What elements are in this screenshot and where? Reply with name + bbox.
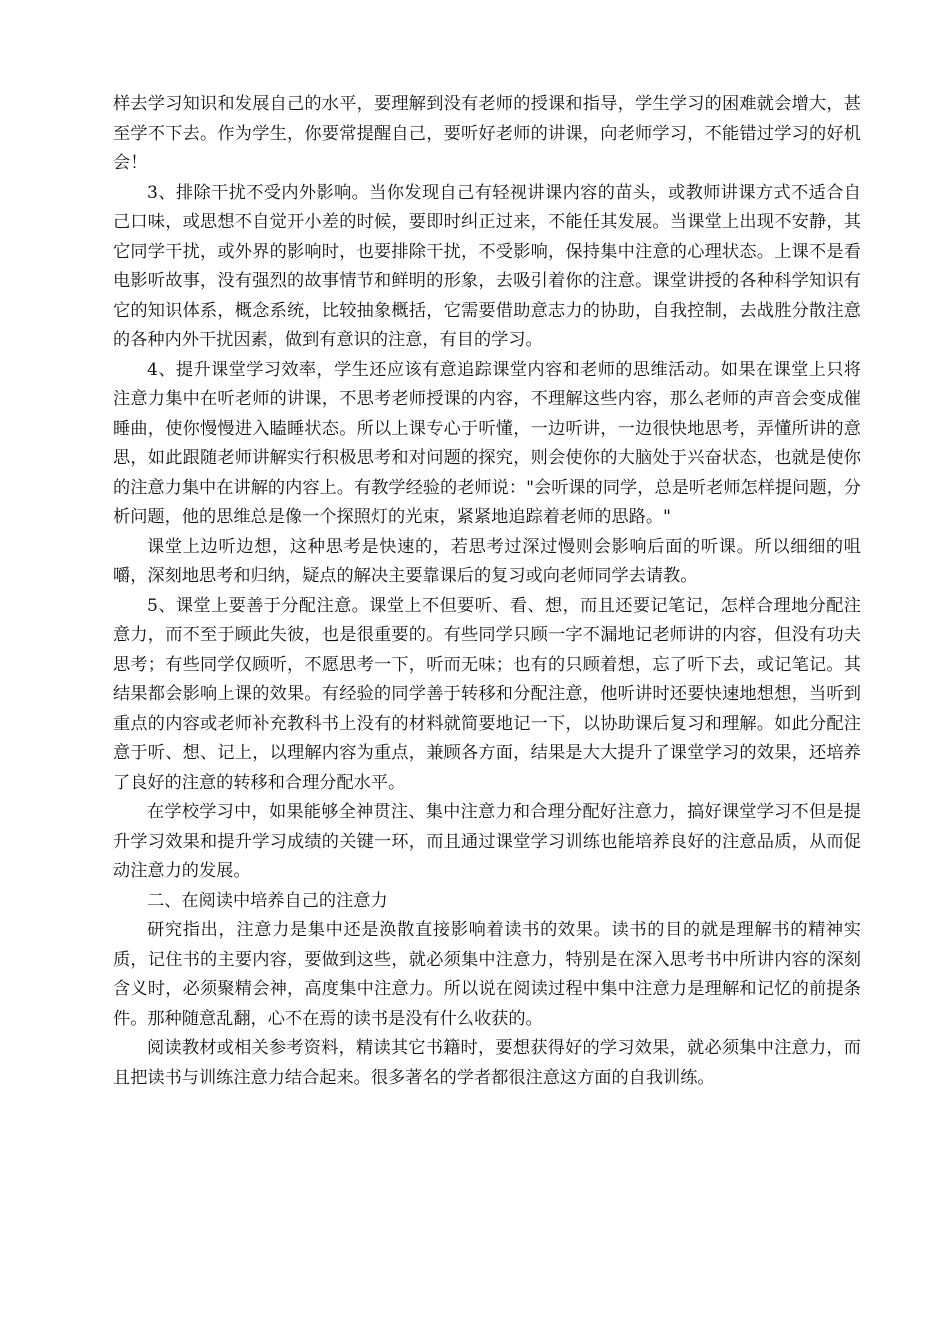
paragraph-reading-materials: 阅读教材或相关参考资料，精读其它书籍时，要想获得好的学习效果，就必须集中注意力，而且把读书与训练注意力结合起来。很多著名的学者都很注意这方面的自我训练。	[113, 1038, 861, 1088]
paragraph-school-learning: 在学校学习中，如果能够全神贯注、集中注意力和合理分配好注意力，搞好课堂学习不但是提升学习效果和提升学习成绩的关键一环，而且通过课堂学习训练也能培养良好的注意品质，从而促动注意力的发展。	[113, 802, 861, 881]
paragraph-point-5: 5、课堂上要善于分配注意。课堂上不但要听、看、想，而且还要记笔记，怎样合理地分配注意力，而不至于顾此失彼，也是很重要的。有些同学只顾一字不漏地记老师讲的内容，但没有功夫思考；有些同学仅顾听，不愿思考一下，听而无味；也有的只顾着想，忘了听下去，或记笔记。其结果都会影响上课的效果。有经验的同学善于转移和分配注意，他听讲时还要快速地想想，当听到重点的内容或老师补充教科书上没有的材料就简要地记一下，以协助课后复习和理解。如此分配注意于听、想、记上，以理解内容为重点，兼顾各方面，结果是大大提升了课堂学习的效果，还培养了良好的注意的转移和合理分配水平。	[113, 595, 861, 793]
section-heading-reading: 二、在阅读中培养自己的注意力	[147, 890, 388, 911]
paragraph-listening-thinking: 课堂上边听边想，这种思考是快速的，若思考过深过慢则会影响后面的听课。所以细细的咀嚼，深刻地思考和归纳，疑点的解决主要靠课后的复习或向老师同学去请教。	[113, 536, 861, 586]
paragraph-continuation: 样去学习知识和发展自己的水平，要理解到没有老师的授课和指导，学生学习的困难就会增大，甚至学不下去。作为学生，你要常提醒自己，要听好老师的讲课，向老师学习，不能错过学习的好机会！	[113, 94, 861, 173]
paragraph-point-3: 3、排除干扰不受内外影响。当你发现自己有轻视讲课内容的苗头，或教师讲课方式不适合自己口味，或思想不自觉开小差的时候，要即时纠正过来，不能任其发展。当课堂上出现不安静，其它同学干扰，或外界的影响时，也要排除干扰，不受影响，保持集中注意的心理状态。上课不是看电影听故事，没有强烈的故事情节和鲜明的形象，去吸引着你的注意。课堂讲授的各种科学知识有它的知识体系，概念系统，比较抽象概括，它需要借助意志力的协助，自我控制，去战胜分散注意的各种内外干扰因素，做到有意识的注意，有目的学习。	[113, 182, 861, 350]
document-body	[113, 90, 861, 1093]
paragraph-point-4: 4、提升课堂学习效率，学生还应该有意追踪课堂内容和老师的思维活动。如果在课堂上只将注意力集中在听老师的讲课，不思考老师授课的内容，不理解这些内容，那么老师的声音会变成催睡曲，使你慢慢进入瞌睡状态。所以上课专心于听懂，一边听讲，一边很快地思考，弄懂所讲的意思，如此跟随老师讲解实行积极思考和对问题的探究，则会使你的大脑处于兴奋状态，也就是使你的注意力集中在讲解的内容上。有教学经验的老师说："会听课的同学，总是听老师怎样提问题，分析问题，他的思维总是像一个探照灯的光束，紧紧地追踪着老师的思路。"	[113, 359, 861, 527]
paragraph-research: 研究指出，注意力是集中还是涣散直接影响着读书的效果。读书的目的就是理解书的精神实质，记住书的主要内容，要做到这些，就必须集中注意力，特别是在深入思考书中所讲内容的深刻含义时，必须聚精会神，高度集中注意力。所以说在阅读过程中集中注意力是理解和记忆的前提条件。那种随意乱翻，心不在焉的读书是没有什么收获的。	[113, 920, 861, 1029]
